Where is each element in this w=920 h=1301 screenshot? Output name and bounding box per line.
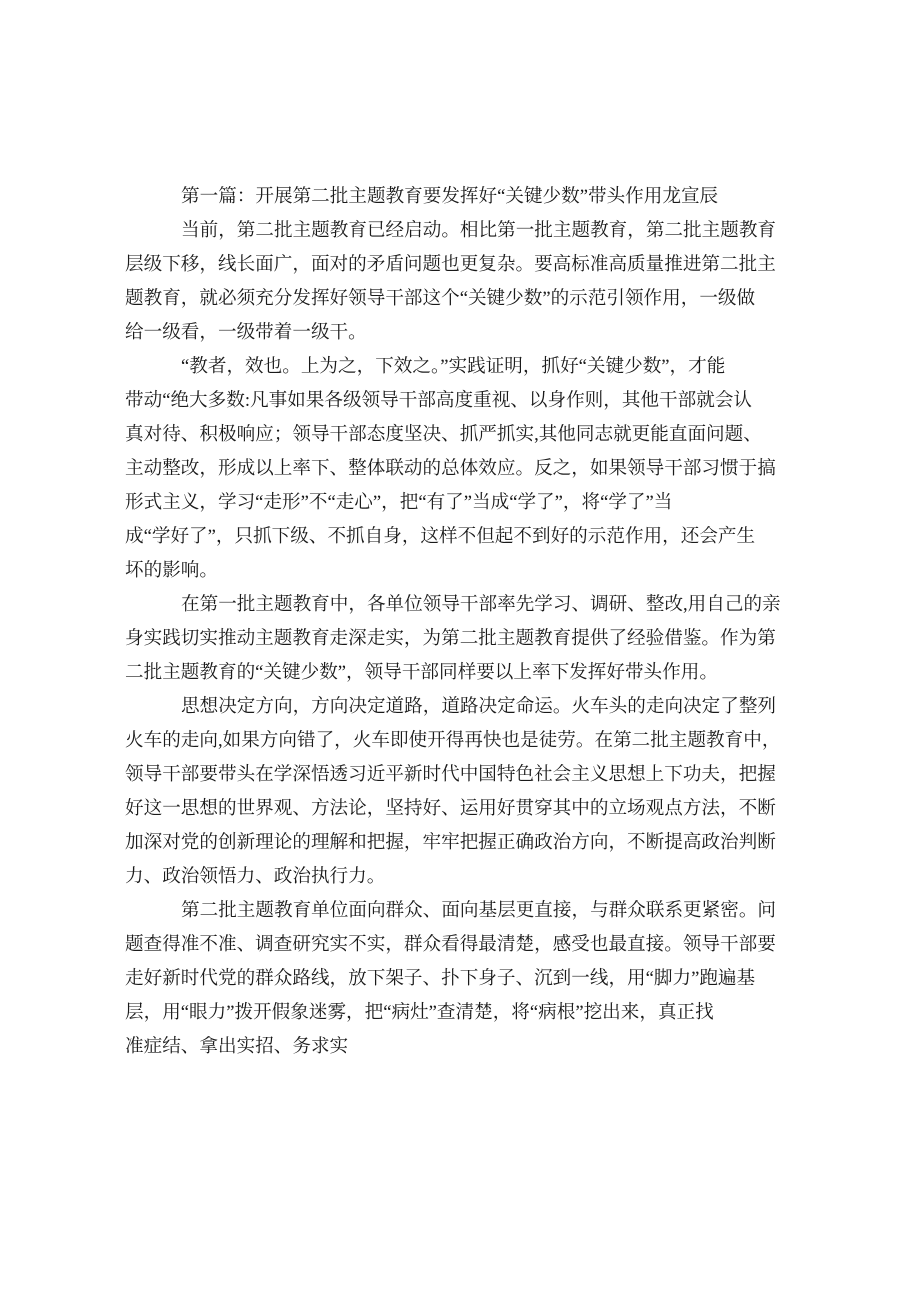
document-text-block <box>125 180 805 1064</box>
text-line: 带动“绝大多数:凡事如果各级领导干部高度重视、以身作则，其他干部就会认 <box>125 390 753 411</box>
text-line: 身实践切实推动主题教育走深走实，为第二批主题教育提供了经验借鉴。作为第 <box>125 628 776 649</box>
text-line: 题查得准不准、调查研究实不实，群众看得最清楚，感受也最直接。领导干部要 <box>125 934 776 955</box>
text-line: 主动整改，形成以上率下、整体联动的总体效应。反之，如果领导干部习惯于搞 <box>125 458 776 479</box>
text-line: 题教育，就必须充分发挥好领导干部这个“关键少数”的示范引领作用，一级做 <box>125 288 756 309</box>
text-line: 真对待、积极响应；领导干部态度坚决、抓严抓实,其他同志就更能直面问题、 <box>125 424 762 445</box>
document-title-line: 第一篇：开展第二批主题教育要发挥好“关键少数”带头作用龙宣辰 <box>181 186 719 207</box>
text-line: “教者，效也。上为之，下效之。”实践证明，抓好“关键少数”，才能 <box>181 356 726 377</box>
text-line: 加深对党的创新理论的理解和把握，牢牢把握正确政治方向，不断提高政治判断 <box>125 832 776 853</box>
text-line: 准症结、拿出实招、务求实 <box>125 1036 349 1057</box>
text-line: 力、政治领悟力、政治执行力。 <box>125 866 386 887</box>
text-line: 好这一思想的世界观、方法论，坚持好、运用好贯穿其中的立场观点方法，不断 <box>125 798 776 819</box>
text-line: 二批主题教育的“关键少数”，领导干部同样要以上率下发挥好带头作用。 <box>125 662 718 683</box>
text-line: 形式主义，学习“走形”不“走心”，把“有了”当成“学了”，将“学了”当 <box>125 492 673 513</box>
text-line: 层级下移，线长面广，面对的矛盾问题也更复杂。要高标准高质量推进第二批主 <box>125 254 776 275</box>
text-line: 层，用“眼力”拨开假象迷雾，把“病灶”查清楚，将“病根”挖出来，真正找 <box>125 1002 714 1023</box>
text-line: 给一级看，一级带着一级干。 <box>125 322 367 343</box>
text-line: 火车的走向,如果方向错了，火车即使开得再快也是徒劳。在第二批主题教育中， <box>125 730 781 751</box>
text-line: 第二批主题教育单位面向群众、面向基层更直接，与群众联系更紧密。问 <box>181 900 777 921</box>
text-line: 领导干部要带头在学深悟透习近平新时代中国特色社会主义思想上下功夫，把握 <box>125 764 776 785</box>
text-line: 坏的影响。 <box>125 560 218 581</box>
text-line: 走好新时代党的群众路线，放下架子、扑下身子、沉到一线，用“脚力”跑遍基 <box>125 968 756 989</box>
text-line: 当前，第二批主题教育已经启动。相比第一批主题教育，第二批主题教育 <box>181 220 777 241</box>
text-line: 思想决定方向，方向决定道路，道路决定命运。火车头的走向决定了整列 <box>181 696 777 717</box>
text-line: 成“学好了”，只抓下级、不抓自身，这样不但起不到好的示范作用，还会产生 <box>125 526 756 547</box>
text-line: 在第一批主题教育中，各单位领导干部率先学习、调研、整改,用自己的亲 <box>181 594 781 615</box>
